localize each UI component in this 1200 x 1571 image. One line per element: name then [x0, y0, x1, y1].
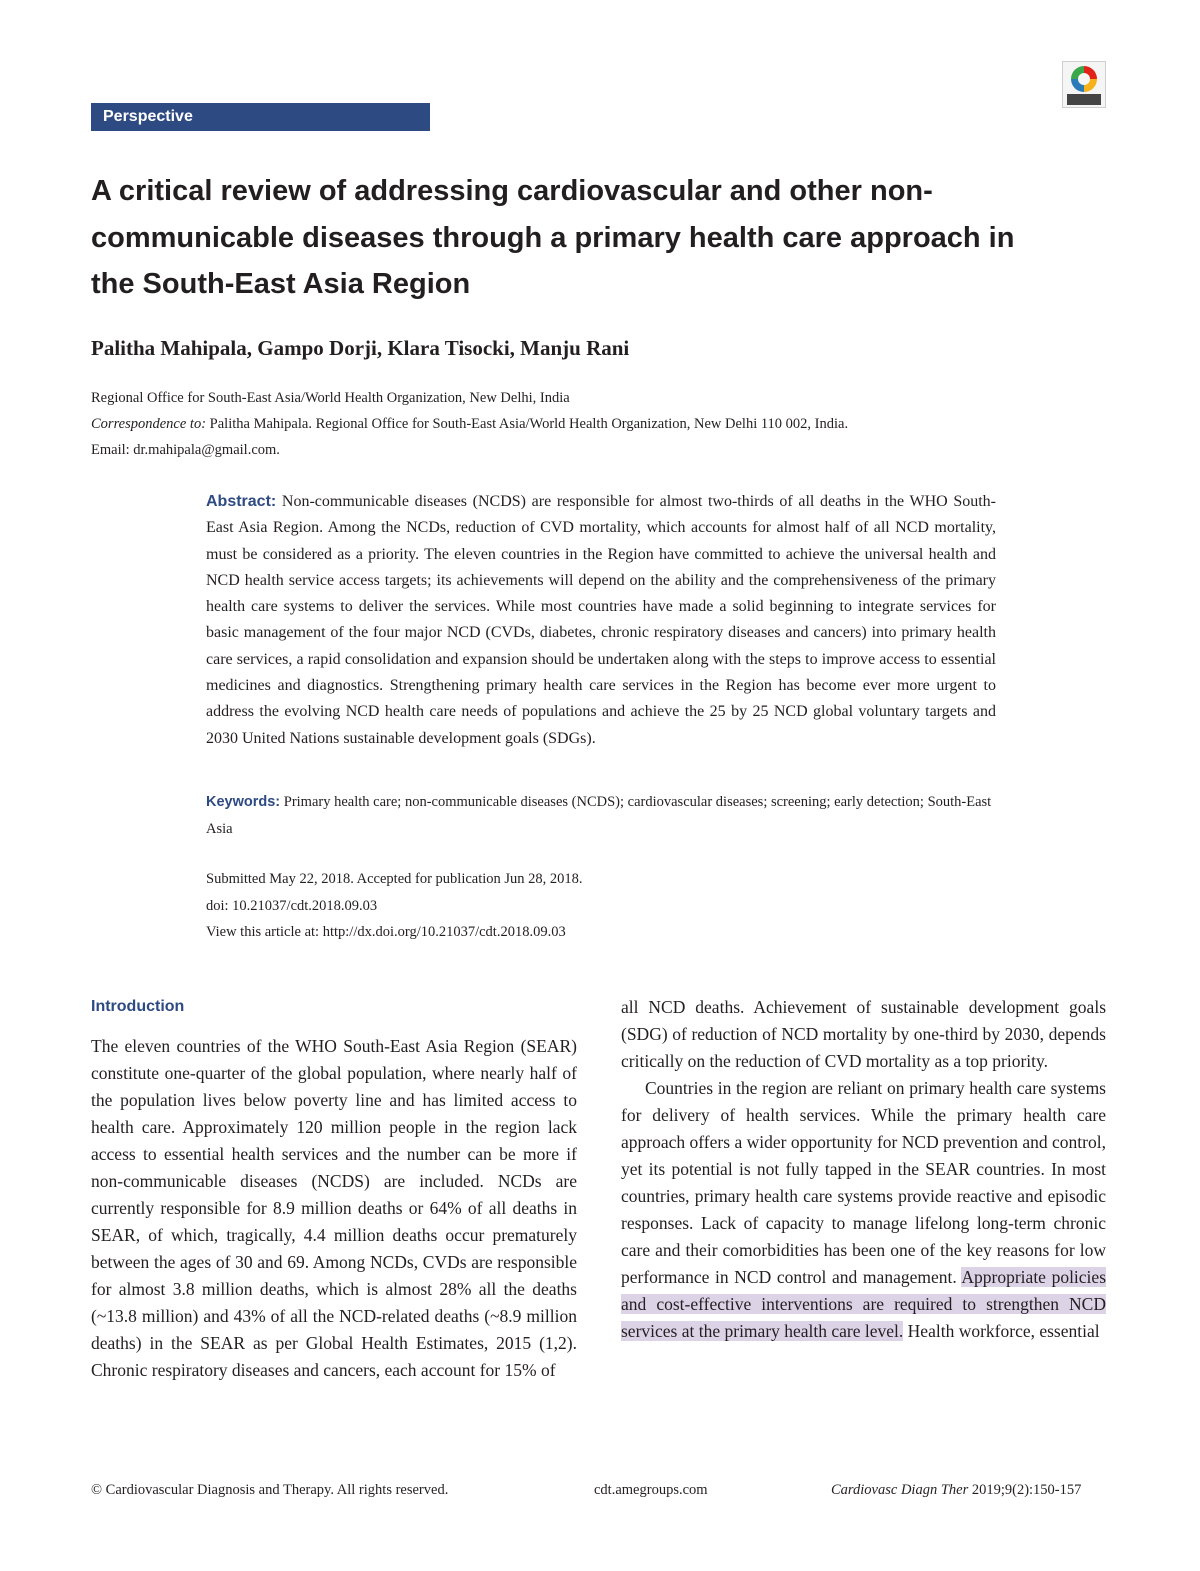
check-for-updates-badge[interactable] — [1062, 61, 1106, 108]
paragraph-text: Countries in the region are reliant on primary health care systems for delivery of health services. While the primary health care approach offers a wider opportunity for NCD prevention and control, yet its potential is not fully tapped in the SEAR countries. In most countries, primary health care systems provide reactive and episodic responses. Lack of capacity to manage lifelong long-term chronic care and their comorbidities has been one of the key reasons for low performance in NCD control and management. — [621, 1078, 1106, 1287]
highlighted-text: Appropriate policies and cost-effective interventions are required to strengthen NCD services at the primary health care level. — [621, 1267, 1106, 1341]
abstract-text: Non-communicable diseases (NCDS) are responsible for almost two-thirds of all deaths in the WHO South-East Asia Region. Among the NCDs, reduction of CVD mortality, which accounts for almost half of all NCD mortality, must be considered as a priority. The eleven countries in the Region have committed to achieve the universal health and NCD health service access targets; its achievements will depend on the ability and the comprehensiveness of the primary health care systems to deliver the services. While most countries have made a solid beginning to integrate services for basic management of the four major NCD (CVDs, diabetes, chronic respiratory diseases and cancers) into primary health care services, a rapid consolidation and expansion should be undertaken along with the steps to improve access to essential medicines and diagnostics. Strengthening primary health care services in the Region has become ever more urgent to address the evolving NCD health care needs of populations and achieve the 25 by 25 NCD global voluntary targets and 2030 United Nations sustainable development goals (SDGs). — [206, 493, 997, 747]
author-list: Palitha Mahipala, Gampo Dorji, Klara Tisocki, Manju Rani — [91, 336, 630, 360]
section-label: Perspective — [91, 103, 430, 131]
email-line[interactable]: Email: dr.mahipala@gmail.com. — [91, 442, 280, 458]
footer-copyright: © Cardiovascular Diagnosis and Therapy. All rights reserved. — [91, 1482, 449, 1498]
submitted-line: Submitted May 22, 2018. Accepted for publication Jun 28, 2018. — [206, 871, 583, 887]
paragraph: all NCD deaths. Achievement of sustainable development goals (SDG) of reduction of NCD mortality by one-third by 2030, depends critically on the reduction of CVD mortality as a top priority. — [621, 997, 1106, 1071]
body-column-left: The eleven countries of the WHO South-East Asia Region (SEAR) constitute one-quarter of the global population, where nearly half of the population lives below poverty line and has limited access to health care. Approximately 120 million people in the region lack access to essential health services and the number can be more if non-communicable diseases (NCDS) are included. NCDs are currently responsible for 8.9 million deaths or 64% of all deaths in SEAR, of which, tragically, 4.4 million deaths occur prematurely between the ages of 30 and 69. Among NCDs, CVDs are responsible for almost 3.8 million deaths, which is almost 28% all the deaths (~13.8 million) and 43% of all the NCD-related deaths (~8.9 million deaths) in the SEAR as per Global Health Estimates, 2015 (1,2). Chronic respiratory diseases and cancers, each account for 15% of — [91, 1036, 577, 1380]
paragraph-text-end: Health workforce, essential — [907, 1321, 1100, 1341]
footer-journal: Cardiovasc Diagn Ther — [831, 1482, 969, 1498]
affiliation: Regional Office for South-East Asia/World Health Organization, New Delhi, India — [91, 390, 570, 406]
footer-site-link[interactable]: cdt.amegroups.com — [594, 1482, 708, 1498]
correspondence-text: Palitha Mahipala. Regional Office for South-East Asia/World Health Organization, New Delhi 110 002, India. — [209, 416, 849, 432]
article-link[interactable]: View this article at: http://dx.doi.org/10.21037/cdt.2018.09.03 — [206, 924, 566, 940]
publication-info — [206, 866, 996, 946]
section-heading-introduction: Introduction — [91, 998, 185, 1015]
footer-citation — [831, 1480, 1081, 1500]
abstract — [206, 489, 996, 752]
doi-line[interactable]: doi: 10.21037/cdt.2018.09.03 — [206, 897, 378, 914]
affiliation-block — [91, 385, 1101, 463]
keywords-label: Keywords: — [206, 794, 281, 810]
article-title: A critical review of addressing cardiovascular and other non-communicable diseases through a primary health care approach in the South-East Asia Region — [91, 175, 1015, 300]
footer-volume: 2019;9(2):150-157 — [971, 1482, 1082, 1498]
check-for-updates-icon — [1071, 66, 1097, 92]
body-column-right — [621, 994, 1106, 1345]
keywords — [206, 789, 996, 842]
keywords-text: Primary health care; non-communicable diseases (NCDS); cardiovascular diseases; screening; early detection; South-East Asia — [206, 794, 992, 837]
abstract-label: Abstract: — [206, 493, 277, 510]
check-for-updates-label — [1067, 94, 1101, 105]
correspondence — [91, 411, 1101, 437]
paragraph — [621, 1075, 1106, 1345]
correspondence-label: Correspondence to: — [91, 416, 207, 432]
